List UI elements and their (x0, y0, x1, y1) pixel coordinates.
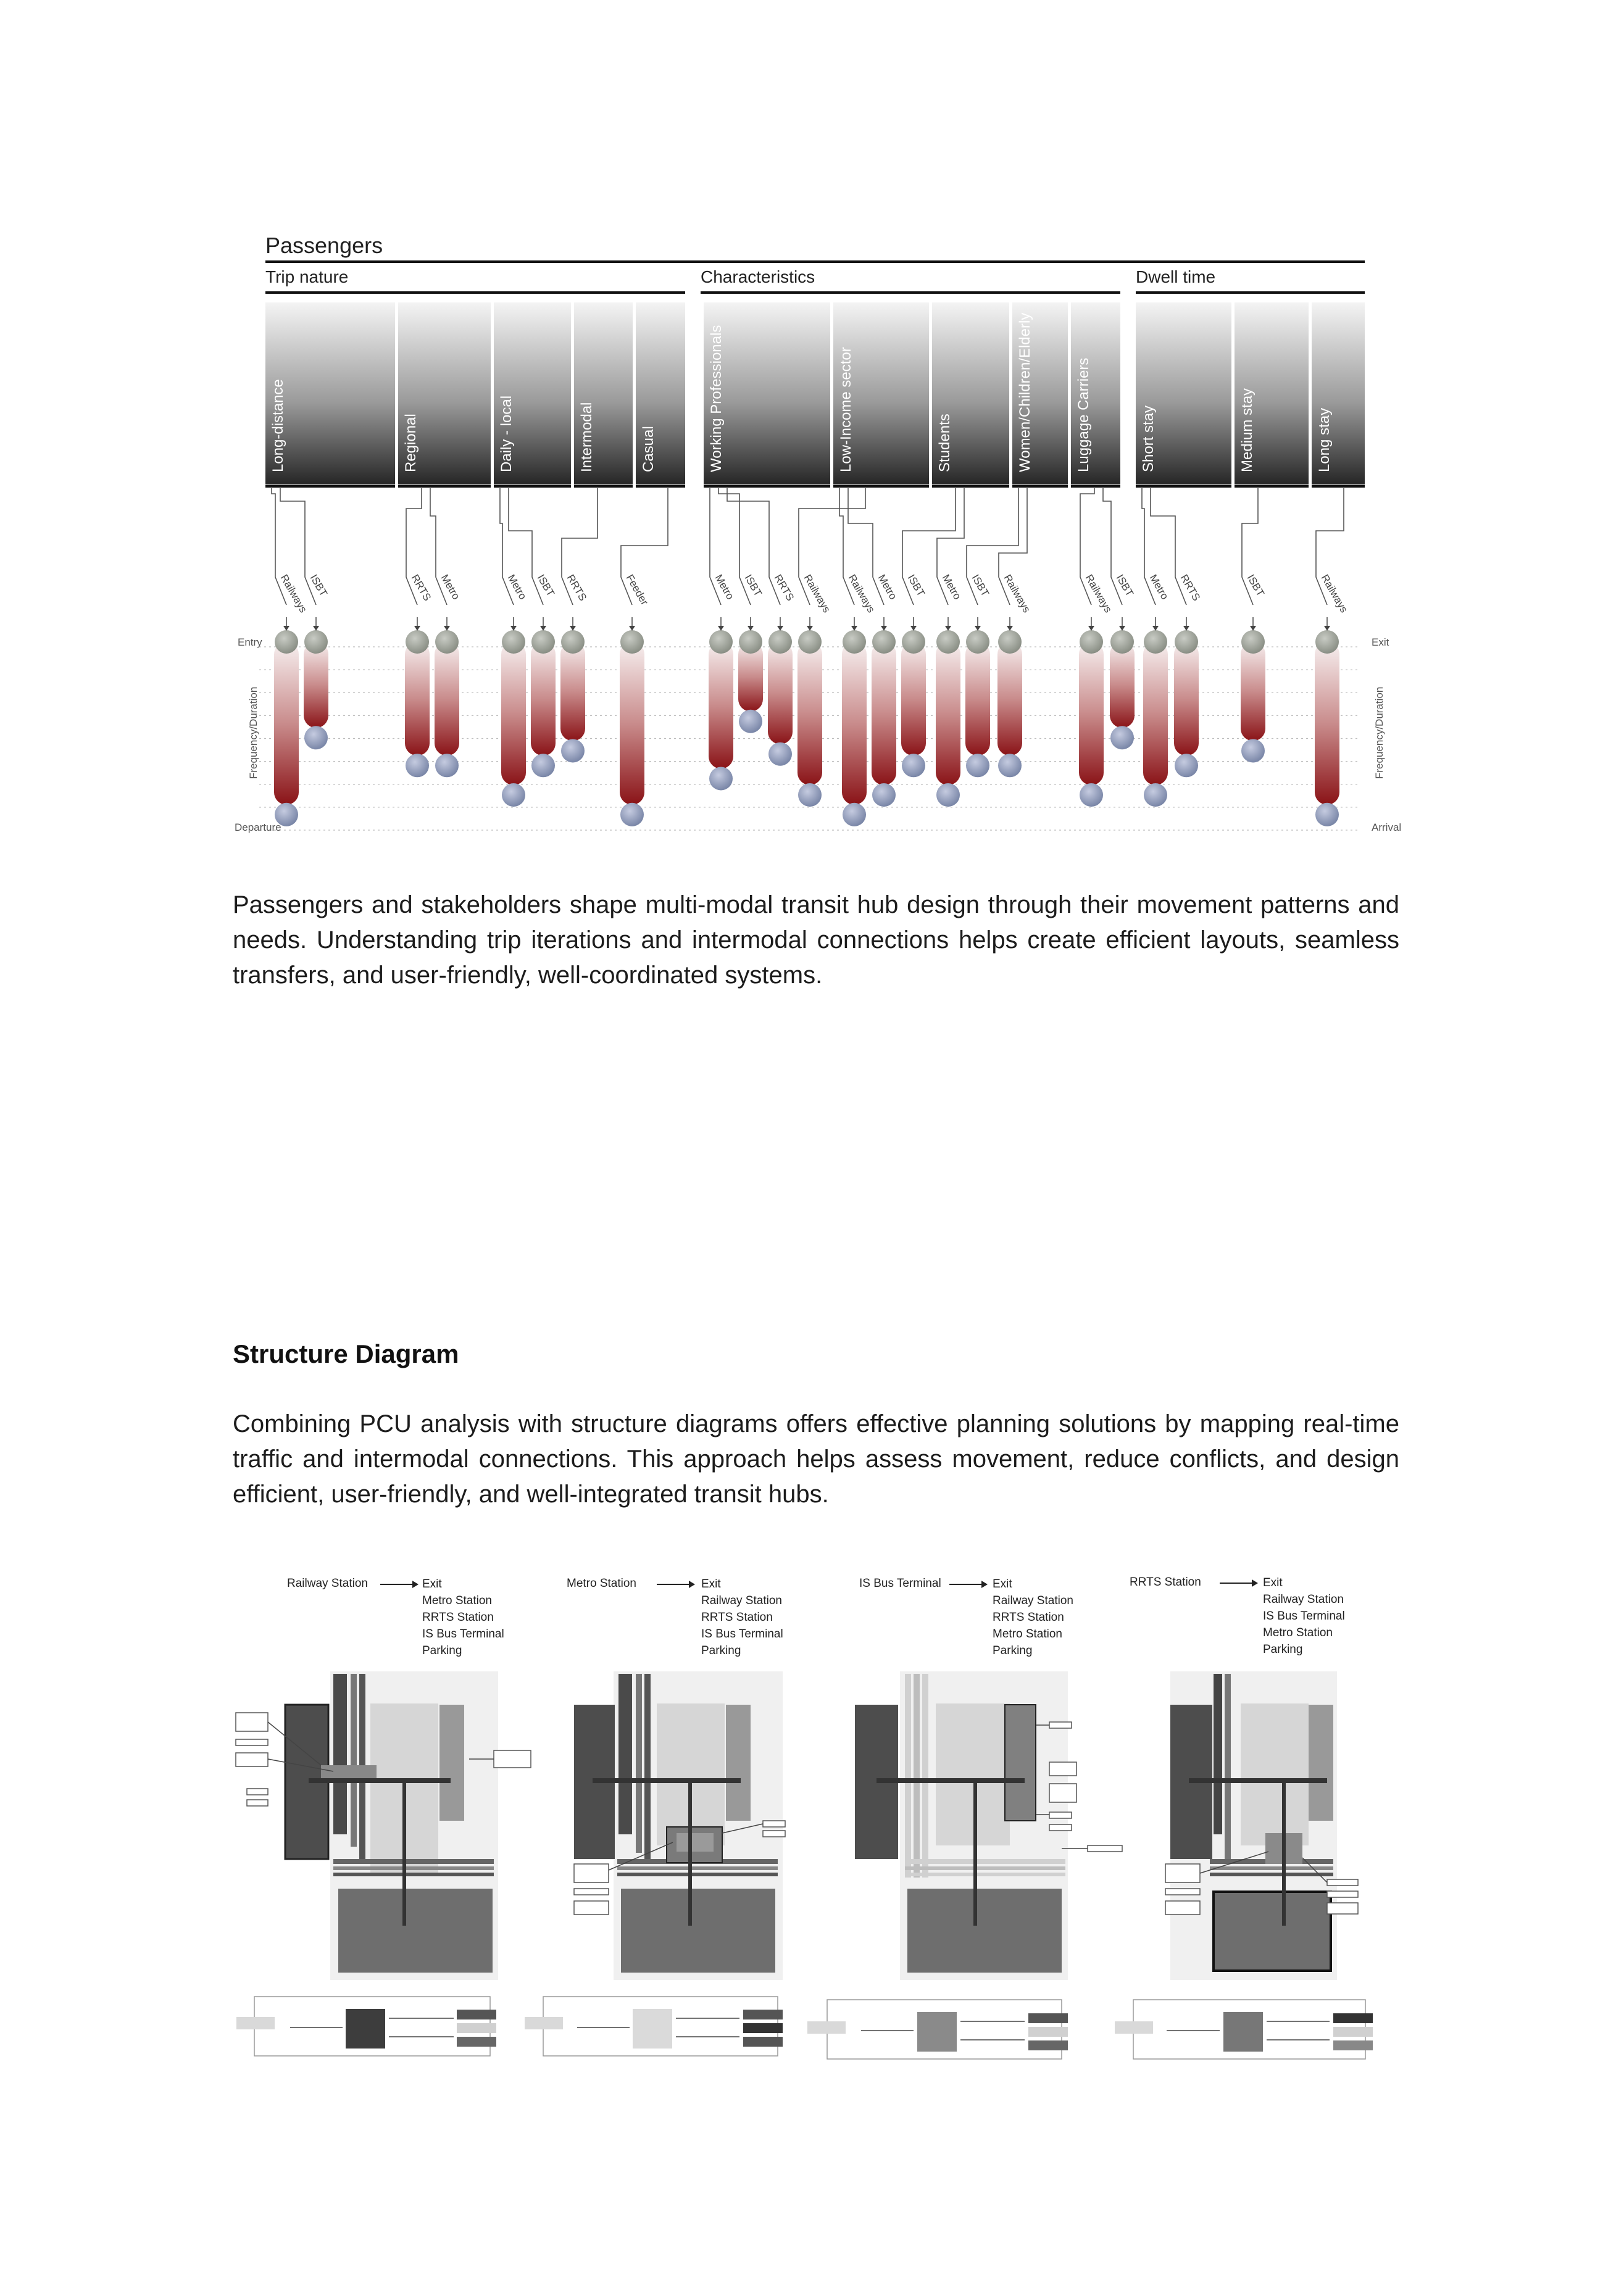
arrowhead-icon (313, 626, 319, 631)
group-label: Trip nature (265, 267, 349, 286)
entry-dot (1110, 630, 1134, 654)
mode-label: Metro (438, 572, 462, 602)
mode-label: RRTS (564, 572, 589, 603)
category-label: Long-distance (270, 379, 286, 472)
mode-label: ISBT (905, 572, 927, 599)
entry-dot (998, 630, 1022, 654)
mode-label: RRTS (1178, 572, 1202, 603)
category-label: Daily - local (498, 395, 515, 472)
station-title: Railway Station (287, 1577, 368, 1590)
arrowhead-icon (1119, 626, 1125, 631)
category-label: Long stay (1316, 407, 1333, 472)
category-label: Low-Income sector (838, 347, 854, 472)
duration-tube (936, 642, 960, 785)
exit-dot (709, 767, 733, 791)
plan-metro-station (525, 1671, 785, 2056)
duration-tube (620, 642, 644, 805)
exit-dot (872, 783, 896, 807)
exit-dot (843, 803, 866, 826)
exit-dot (1110, 726, 1134, 749)
exit-dot (304, 726, 328, 749)
arrow-icon (380, 1584, 417, 1585)
arrow-icon (949, 1584, 986, 1585)
exit-dot (1080, 783, 1103, 807)
duration-tube (1315, 642, 1339, 805)
mode-label: RRTS (772, 572, 796, 603)
exit-dot (798, 783, 822, 807)
arrowhead-icon (540, 626, 546, 631)
destination-list: Exit Railway Station RRTS Station Metro Station Parking (993, 1578, 1073, 1657)
arrowhead-icon (1250, 626, 1256, 631)
category-label: Short stay (1140, 405, 1157, 472)
plan-railway-station (236, 1671, 531, 2056)
arrowhead-icon (629, 626, 635, 631)
mode-label: ISBT (742, 572, 764, 599)
duration-tube (304, 642, 328, 728)
entry-dot (304, 630, 328, 654)
category-label: Luggage Carriers (1075, 357, 1092, 472)
duration-tube (1110, 642, 1135, 728)
station-title: RRTS Station (1130, 1576, 1201, 1589)
mode-label: ISBT (969, 572, 991, 599)
axis-label: Exit (1372, 636, 1389, 648)
entry-dot (1241, 630, 1265, 654)
duration-tube (997, 642, 1022, 755)
axis-label: Departure (235, 821, 281, 833)
mode-label: Railways (278, 572, 310, 615)
category-label: Intermodal (578, 402, 595, 472)
arrow-icon (1220, 1583, 1257, 1584)
exit-dot (936, 783, 960, 807)
exit-dot (502, 783, 525, 807)
structure-paragraph: Combining PCU analysis with structure diagrams offers effective planning solutions by mapping real-time traffic and intermodal connections. This approach helps assess movement, reduce conflicts, and design efficient, user-friendly, and well-integrated transit hubs. (233, 1410, 1399, 1508)
duration-tube (531, 642, 556, 755)
duration-tube (965, 642, 990, 755)
entry-dot (1080, 630, 1103, 654)
exit-dot (902, 754, 925, 777)
duration-tube (405, 642, 430, 755)
destination-list: Exit Metro Station RRTS Station IS Bus Terminal Parking (422, 1578, 504, 1657)
duration-tube (1174, 642, 1199, 755)
mode-label: Metro (1147, 572, 1171, 602)
arrowhead-icon (718, 626, 724, 631)
exit-dot (435, 754, 459, 777)
mode-label: Railways (846, 572, 878, 615)
entry-dot (798, 630, 822, 654)
entry-dot (620, 630, 644, 654)
entry-dot (1175, 630, 1198, 654)
arrowhead-icon (851, 626, 857, 631)
mode-label: Railways (1083, 572, 1115, 615)
exit-dot (1144, 783, 1167, 807)
arrow-icon (657, 1584, 694, 1585)
exit-dot (561, 739, 585, 762)
duration-tube (501, 642, 526, 785)
arrowhead-icon (910, 626, 917, 631)
arrowhead-icon (444, 626, 450, 631)
category-label: Casual (640, 426, 657, 472)
entry-dot (966, 630, 989, 654)
arrowhead-icon (1007, 626, 1013, 631)
entry-dot (936, 630, 960, 654)
duration-tube (560, 642, 585, 741)
axis-label: Entry (238, 636, 262, 648)
mode-label: Metro (505, 572, 529, 602)
plan-rrts-station (1115, 1671, 1373, 2059)
category-label: Students (936, 414, 953, 472)
arrowhead-icon (777, 626, 783, 631)
chart-title: Passengers (265, 233, 383, 258)
destination-list: Exit Railway Station RRTS Station IS Bus Terminal Parking (701, 1578, 783, 1657)
entry-dot (739, 630, 762, 654)
section-heading: Structure Diagram (233, 1339, 459, 1368)
mode-label: ISBT (1244, 572, 1267, 599)
entry-dot (406, 630, 429, 654)
arrowhead-icon (1088, 626, 1094, 631)
arrowhead-icon (1183, 626, 1189, 631)
exit-dot (1175, 754, 1198, 777)
arrowhead-icon (1324, 626, 1330, 631)
intro-paragraph: Passengers and stakeholders shape multi-modal transit hub design through their movement patterns and needs. Understanding trip iterations and intermodal connections helps create efficient layouts, seamless transfers, and user-friendly, well-coordinated systems. (233, 891, 1399, 989)
arrowhead-icon (975, 626, 981, 631)
destination-list: Exit Railway Station IS Bus Terminal Metro Station Parking (1263, 1576, 1345, 1656)
arrowhead-icon (510, 626, 517, 631)
station-title: Metro Station (567, 1577, 636, 1590)
entry-dot (843, 630, 866, 654)
arrowhead-icon (807, 626, 813, 631)
exit-dot (406, 754, 429, 777)
duration-tube (435, 642, 459, 755)
duration-tube (872, 642, 896, 785)
duration-tube (1143, 642, 1168, 785)
mode-label: Railways (1318, 572, 1351, 615)
group-label: Characteristics (701, 267, 815, 286)
entry-dot (1144, 630, 1167, 654)
exit-dot (1315, 803, 1339, 826)
mode-label: Metro (712, 572, 736, 602)
entry-dot (768, 630, 792, 654)
entry-dot (502, 630, 525, 654)
entry-dot (709, 630, 733, 654)
mode-label: Metro (875, 572, 899, 602)
entry-dot (902, 630, 925, 654)
arrowhead-icon (881, 626, 887, 631)
arrowhead-icon (945, 626, 951, 631)
entry-dot (275, 630, 298, 654)
entry-dot (435, 630, 459, 654)
arrowhead-icon (747, 626, 754, 631)
duration-tube (1079, 642, 1104, 785)
exit-dot (531, 754, 555, 777)
mode-label: Railways (1001, 572, 1033, 615)
arrowhead-icon (414, 626, 420, 631)
axis-label: Frequency/Duration (248, 686, 259, 779)
mode-label: RRTS (409, 572, 433, 603)
category-label: Women/Children/Elderly (1017, 312, 1033, 472)
category-label: Working Professionals (708, 325, 725, 472)
duration-tube (901, 642, 926, 755)
arrowhead-icon (570, 626, 576, 631)
station-title: IS Bus Terminal (859, 1577, 941, 1590)
arrowhead-icon (283, 626, 289, 631)
exit-dot (739, 710, 762, 733)
duration-tube (1241, 642, 1265, 741)
mode-label: ISBT (535, 572, 557, 599)
entry-dot (561, 630, 585, 654)
entry-dot (872, 630, 896, 654)
mode-label: Feeder (623, 572, 651, 607)
duration-tube (274, 642, 299, 805)
plan-isbt (807, 1671, 1122, 2059)
arrowhead-icon (1152, 626, 1159, 631)
exit-dot (1241, 739, 1265, 762)
exit-dot (768, 742, 792, 766)
duration-tube (709, 642, 733, 769)
exit-dot (998, 754, 1022, 777)
category-label: Medium stay (1239, 388, 1255, 472)
entry-dot (531, 630, 555, 654)
duration-tube (842, 642, 867, 805)
exit-dot (620, 803, 644, 826)
passengers-chart (0, 0, 1624, 876)
connector-line (621, 488, 668, 605)
entry-dot (1315, 630, 1339, 654)
axis-label: Frequency/Duration (1373, 686, 1385, 779)
duration-tube (797, 642, 822, 785)
category-label: Regional (402, 414, 419, 472)
mode-label: Railways (801, 572, 833, 615)
mode-label: ISBT (1114, 572, 1136, 599)
group-label: Dwell time (1136, 267, 1216, 286)
duration-tube (768, 642, 793, 744)
axis-label: Arrival (1372, 821, 1402, 833)
mode-label: Metro (939, 572, 964, 602)
mode-label: ISBT (307, 572, 330, 599)
exit-dot (966, 754, 989, 777)
